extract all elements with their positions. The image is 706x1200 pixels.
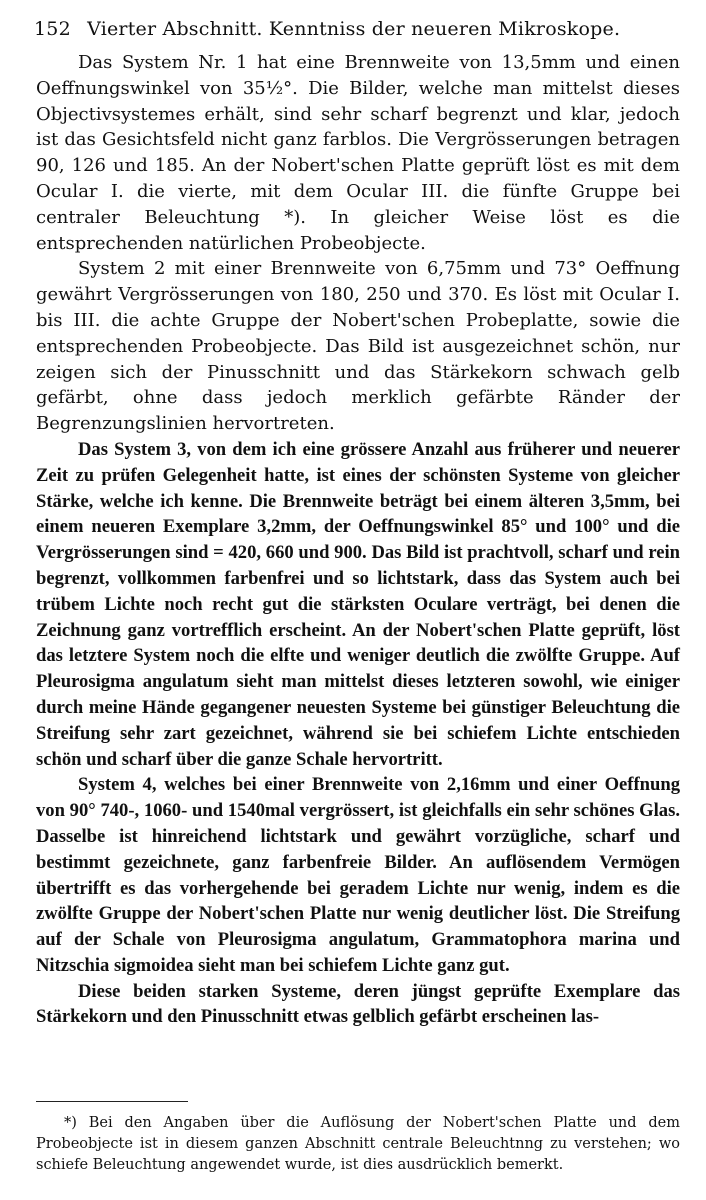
page-number: 152 [34, 18, 71, 40]
paragraph-system-2: System 2 mit einer Brennweite von 6,75mm und 73° Oeffnung gewährt Vergrösserungen von 180, 250 und 370. Es löst mit Ocular I. bis III. die achte Gruppe der Nobert'schen Probeplatte, sowie die entsprechenden Probeobjecte. Das Bild ist ausgezeichnet schön, nur zeigen sich der Pinusschnitt und das Stärkekorn schwach gelb gefärbt, ohne dass jedoch merklich gefärbte Ränder der Begrenzungslinien hervortreten. [36, 258, 680, 435]
main-text [36, 50, 680, 1030]
running-title: Vierter Abschnitt. Kenntniss der neueren Mikroskope. [87, 18, 621, 40]
paragraph-strong-systems: Diese beiden starken Systeme, deren jüngst geprüfte Exemplare das Stärkekorn und den Pinusschnitt etwas gelblich gefärbt erscheinen las- [36, 980, 680, 1028]
footnote-divider [36, 1101, 188, 1102]
paragraph-system-1: Das System Nr. 1 hat eine Brennweite von 13,5mm und einen Oeffnungswinkel von 35½°. Die Bilder, welche man mittelst dieses Objectivsystemes erhält, sind sehr scharf begrenzt und klar, jedoch ist das Gesichtsfeld nicht ganz farblos. Die Vergrösserungen betragen 90, 126 und 185. An der Nobert'schen Platte geprüft löst es mit dem Ocular I. die vierte, mit dem Ocular III. die fünfte Gruppe bei centraler Beleuchtung *). In gleicher Weise löst es die entsprechenden natürlichen Probeobjecte. [36, 52, 680, 254]
footnote: *) Bei den Angaben über die Auflösung der Nobert'schen Platte und dem Probeobjecte ist in diesem ganzen Abschnitt centrale Beleuchtnng zu verstehen; wo schiefe Beleuchtung angewendet wurde, ist dies ausdrücklich bemerkt. [36, 1115, 680, 1173]
paragraph-system-4: System 4, welches bei einer Brennweite von 2,16mm und einer Oeffnung von 90° 740-, 1060- und 1540mal vergrössert, ist gleichfalls ein sehr schönes Glas. Dasselbe ist hinreichend lichtstark und gewährt vorzügliche, scharf und bestimmt gezeichnete, ganz farbenfreie Bilder. An auflösendem Vermögen übertrifft es das vorhergehende bei geradem Lichte nur wenig, indem es die zwölfte Gruppe der Nobert'schen Platte nur wenig deutlicher löst. Die Streifung auf der Schale von Pleurosigma angulatum, Grammatophora marina und Nitzschia sigmoidea sieht man bei schiefem Lichte ganz gut. [36, 774, 680, 976]
running-header [34, 18, 674, 48]
paragraph-system-3: Das System 3, von dem ich eine grössere Anzahl aus früherer und neuerer Zeit zu prüfen Gelegenheit hatte, ist eines der schönsten Systeme von gleicher Stärke, welche ich kenne. Die Brennweite beträgt bei einem älteren 3,5mm, bei einem neueren Exemplare 3,2mm, der Oeffnungswinkel 85° und 100° und die Vergrösserungen sind = 420, 660 und 900. Das Bild ist prachtvoll, scharf und rein begrenzt, vollkommen farbenfrei und so lichtstark, dass das System auch bei trübem Lichte noch recht gut die stärksten Oculare verträgt, bei denen die Zeichnung ganz vortrefflich erscheint. An der Nobert'schen Platte geprüft, löst das letztere System noch die elfte und weniger deutlich die zwölfte Gruppe. Auf Pleurosigma angulatum sieht man mittelst dieses letzteren sowohl, wie einiger durch meine Hände gegangener neuesten Systeme bei günstiger Beleuchtung die Streifung sehr zart gezeichnet, während sie bei schiefem Lichte entschieden schön und scharf über die ganze Schale hervortritt. [36, 438, 680, 770]
